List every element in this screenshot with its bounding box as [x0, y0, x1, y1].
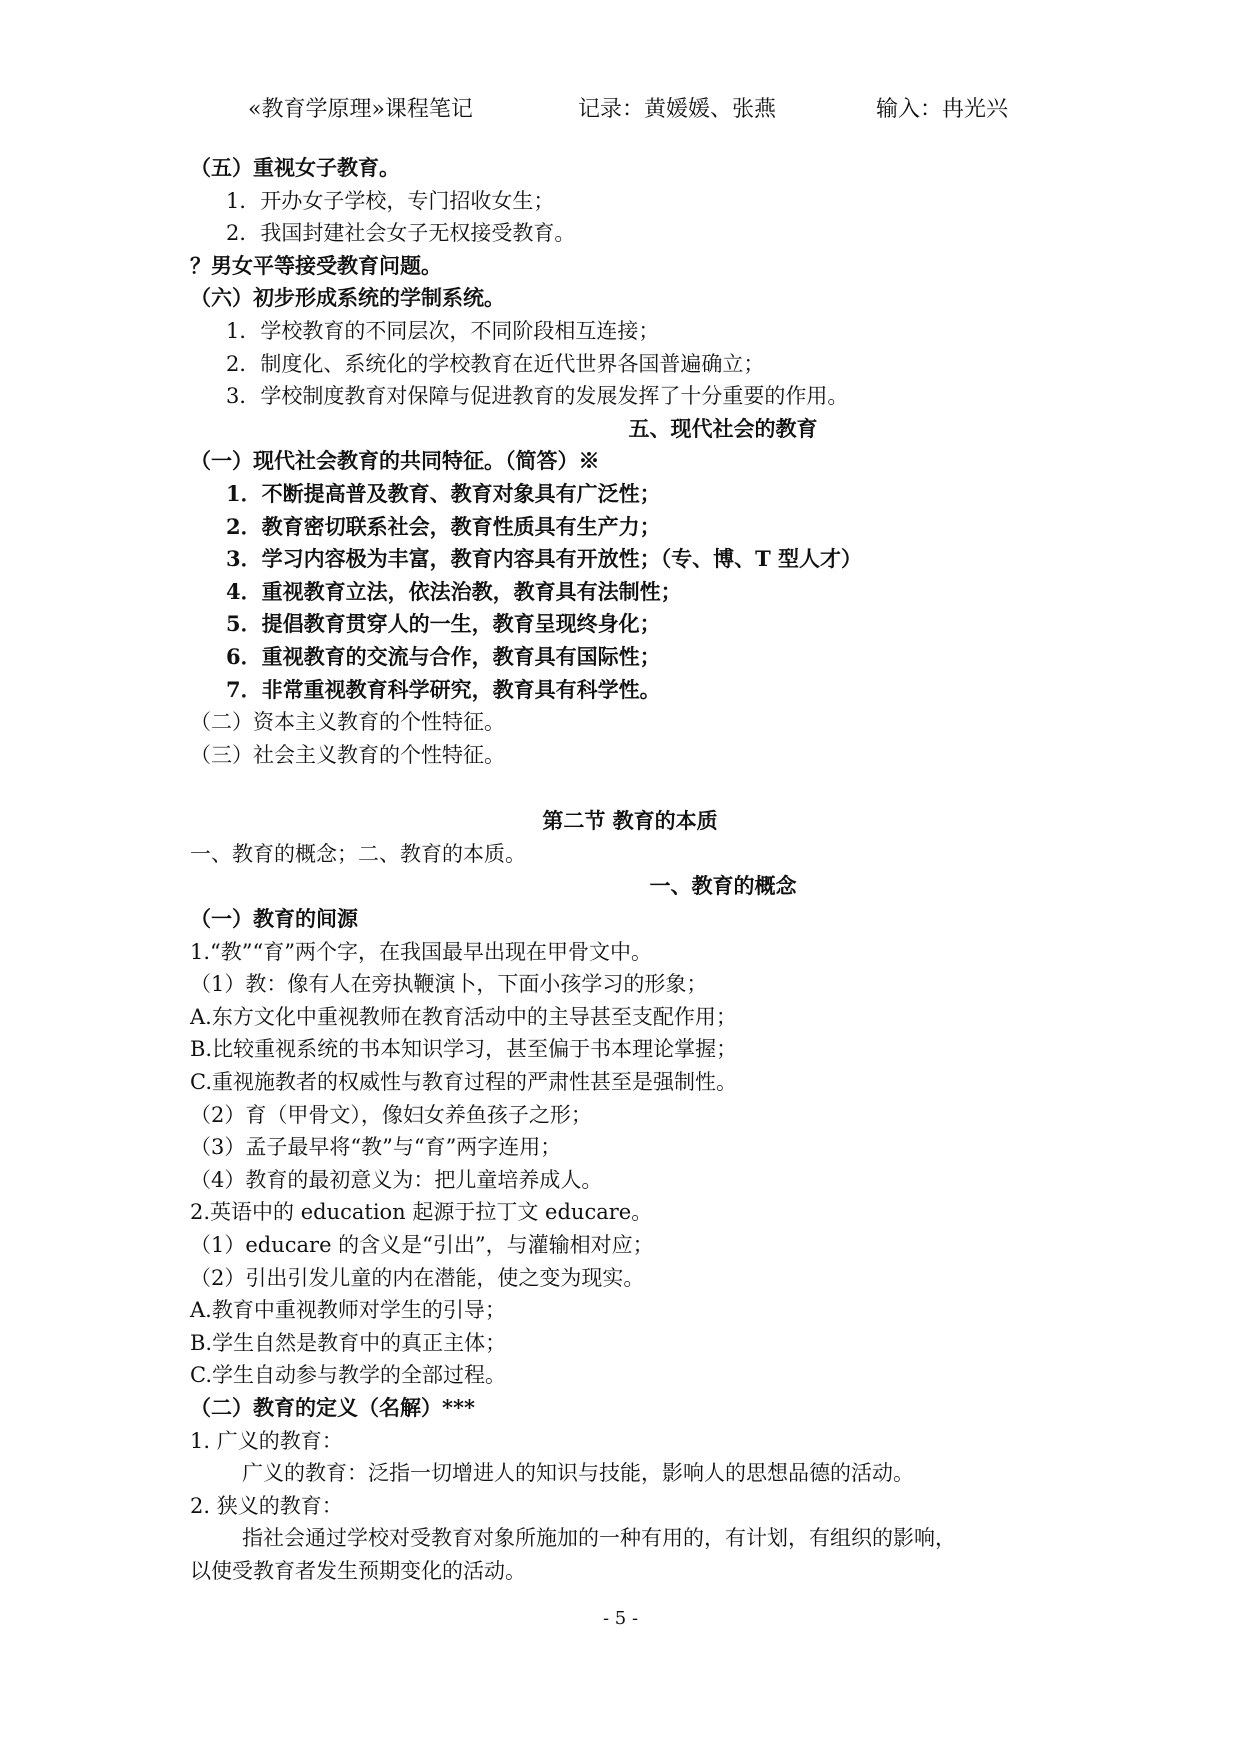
- paragraph-line: A.教育中重视教师对学生的引导；: [190, 1298, 506, 1323]
- paragraph-line: （1）educare 的含义是“引出”，与灌输相对应；: [190, 1233, 654, 1257]
- feature-item: 7．非常重视教育科学研究，教育具有科学性。: [226, 676, 661, 702]
- recorder-credit: 记录：黄媛媛、张燕: [578, 97, 777, 122]
- feature-item: 3．学习内容极为丰富，教育内容具有开放性；（专、博、T 型人才）: [226, 546, 863, 572]
- paragraph-line: 1. 广义的教育：: [190, 1428, 343, 1453]
- list-item: 1．开办女子学校，专门招收女生；: [226, 188, 555, 213]
- paragraph-line: B.学生自然是教育中的真正主体；: [190, 1330, 507, 1355]
- heading-origin: （一）教育的间源: [190, 906, 358, 932]
- feature-item: 1．不断提高普及教育、教育对象具有广泛性；: [226, 480, 661, 506]
- subheading-socialist: （三）社会主义教育的个性特征。: [190, 742, 505, 767]
- definition-broad: 广义的教育：泛指一切增进人的知识与技能，影响人的思想品德的活动。: [242, 1461, 914, 1486]
- subheading-capitalist: （二）资本主义教育的个性特征。: [190, 710, 505, 735]
- page-number: - 5 -: [602, 1608, 639, 1629]
- feature-item: 6．重视教育的交流与合作，教育具有国际性；: [226, 643, 661, 669]
- heading-common-features: （一）现代社会教育的共同特征。（简答）※: [190, 448, 600, 474]
- course-title: «教育学原理»课程笔记: [248, 97, 473, 122]
- paragraph-line: （2）育（甲骨文），像妇女养鱼孩子之形；: [190, 1102, 592, 1127]
- paragraph-line: 1.“教”“育”两个字，在我国最早出现在甲骨文中。: [190, 939, 652, 964]
- definition-narrow: 指社会通过学校对受教育对象所施加的一种有用的，有计划，有组织的影响，: [242, 1526, 956, 1551]
- paragraph-line: （3）孟子最早将“教”与“育”两字连用；: [190, 1135, 562, 1160]
- paragraph-line: （4）教育的最初意义为：把儿童培养成人。: [190, 1167, 603, 1192]
- paragraph-line: B.比较重视系统的书本知识学习，甚至偏于书本理论掌握；: [190, 1037, 738, 1062]
- section-heading-concept: 一、教育的概念: [649, 873, 797, 899]
- page-header: [248, 92, 1008, 123]
- heading-women-education: （五）重视女子教育。: [190, 155, 400, 180]
- paragraph-line: 2. 狭义的教育：: [190, 1493, 343, 1518]
- paragraph-line: （2）引出引发儿童的内在潜能，使之变为现实。: [190, 1265, 645, 1290]
- paragraph-line: C.学生自动参与教学的全部过程。: [190, 1363, 506, 1388]
- question-note: ？男女平等接受教育问题。: [190, 252, 442, 278]
- definition-narrow-continued: 以使受教育者发生预期变化的活动。: [190, 1558, 526, 1583]
- heading-school-system: （六）初步形成系统的学制系统。: [190, 285, 505, 311]
- feature-item: 2．教育密切联系社会，教育性质具有生产力；: [226, 513, 661, 539]
- inputter-credit: 输入：冉光兴: [876, 97, 1009, 122]
- list-item: 3．学校制度教育对保障与促进教育的发展发挥了十分重要的作用。: [226, 384, 849, 409]
- heading-definition: （二）教育的定义（名解）***: [190, 1394, 475, 1420]
- feature-item: 4．重视教育立法，依法治教，教育具有法制性；: [226, 578, 682, 604]
- paragraph-line: A.东方文化中重视教师在教育活动中的主导甚至支配作用；: [190, 1004, 737, 1029]
- paragraph-line: C.重视施教者的权威性与教育过程的严肃性甚至是强制性。: [190, 1070, 737, 1095]
- section-outline: 一、教育的概念；二、教育的本质。: [190, 841, 526, 866]
- section-heading-modern-education: 五、现代社会的教育: [628, 415, 818, 441]
- list-item: 2．制度化、系统化的学校教育在近代世界各国普遍确立；: [226, 351, 765, 376]
- paragraph-line: 2.英语中的 education 起源于拉丁文 educare。: [190, 1200, 653, 1225]
- paragraph-line: （1）教：像有人在旁执鞭演卜，下面小孩学习的形象；: [190, 972, 708, 997]
- list-item: 2．我国封建社会女子无权接受教育。: [226, 221, 576, 246]
- feature-item: 5．提倡教育贯穿人的一生，教育呈现终身化；: [226, 611, 661, 637]
- blank-gap: [190, 771, 1070, 805]
- chapter-section-title: 第二节 教育的本质: [542, 808, 718, 834]
- document-body: [190, 152, 1070, 1588]
- list-item: 1．学校教育的不同层次，不同阶段相互连接；: [226, 318, 660, 343]
